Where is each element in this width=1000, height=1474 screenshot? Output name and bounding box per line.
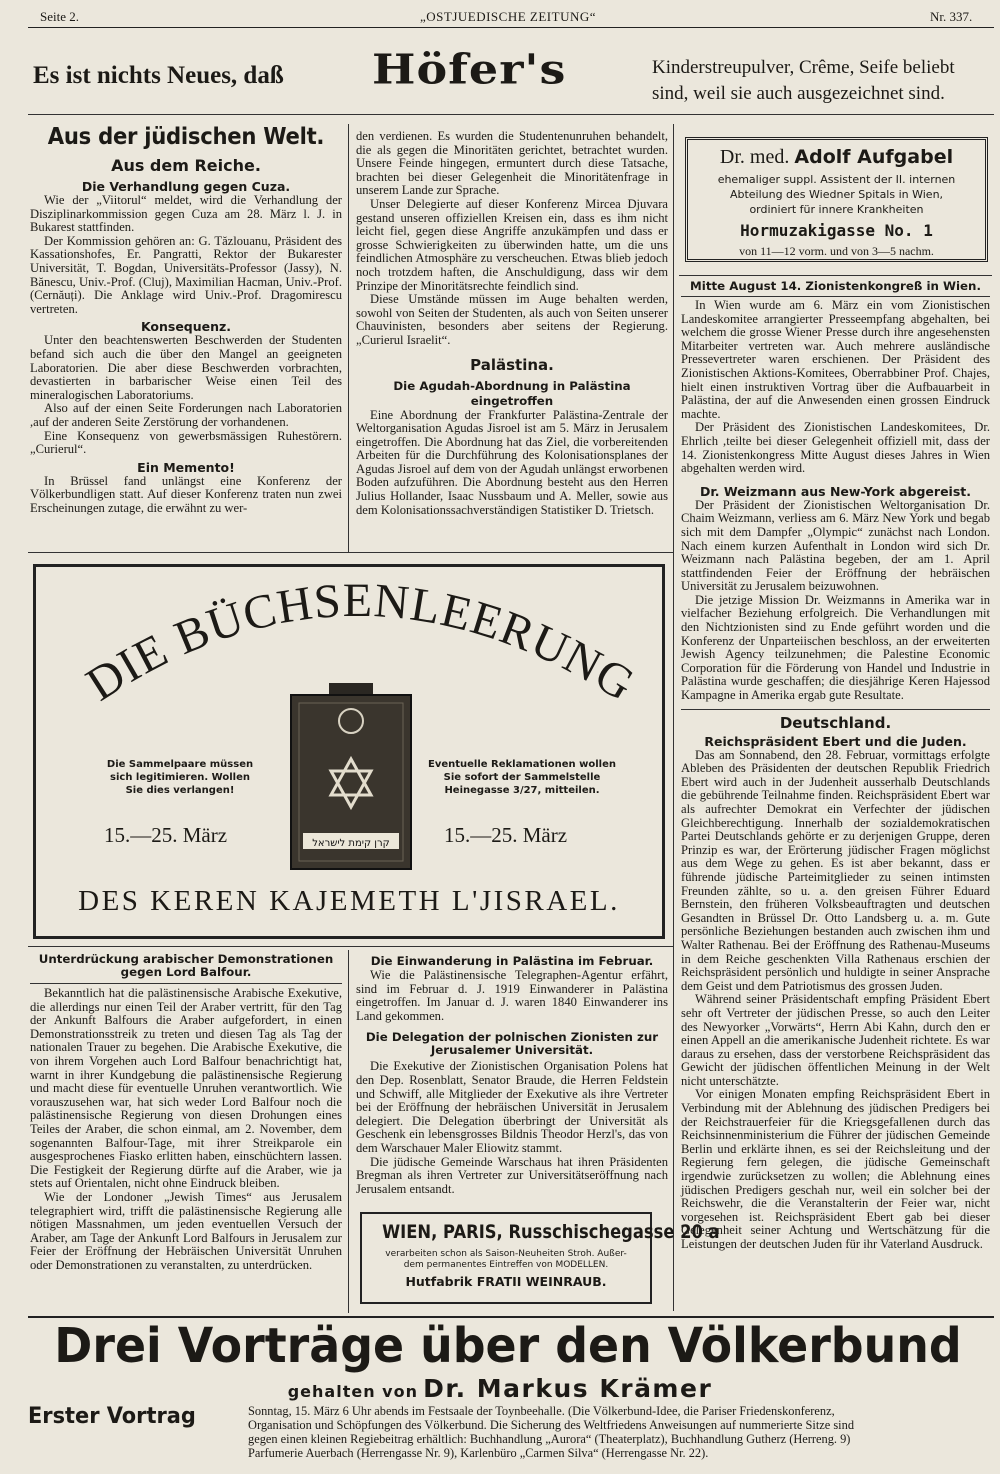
doctor-line-3: ordiniert für innere Krankheiten [749,203,924,216]
main-title: Aus der jüdischen Welt. [47,124,325,150]
balfour-p2: Wie der Londoner „Jewish Times“ aus Jerusalem telegraphiert wird, trifft die palästinensische Regierung alle nötigen Massnahmen, um jeden eventuellen Versuch der Araber, am Tage der Ankunft Lord Balfours in Jerusalem zur Feier der Eröffnung der Hebräischen Universität Unruhen oder Demonstrationen zu veranstalten, zu unterdrücken. [30,1189,342,1272]
footer-byline [0,1374,1000,1403]
memento-text [30,475,342,516]
kkl-bottom: DES KEREN KAJEMETH L'JISRAEL. [78,885,620,917]
ebert-text [681,749,990,1252]
page-number: Seite 2. [40,9,79,24]
balfour-p1: Bekanntlich hat die palästinensische Arabische Exekutive, die allerdings nur einen Teil der Araber vertritt, für den Tag der Ankunft Balfours die Araber aufgefordert, in einen Demonstrationsstreik zu treten und diesen Tag als Tag der nationalen Trauer zu begehen. Die Arabische Exekutive, die von ihrem Vorgehen auch Lord Balfour benachrichtigt hat, warnt in ihrer Kundgebung die palästinensische Regierung und macht diese für eventuelle Unruhen verantwortlich. Wie vorauszusehen war, hat sich weder Lord Balfour noch die palästinensische Regierung von diesen Drohungen eines Teiles der Araber, die schon einmal, am 2. November, dem sogenannten Balfour-Tage, mit ihrer Streikparole ein ausgesprochenes Fiasko erlitten haben, einschüchtern lassen. Die Festigkeit der Regierung dürfte auf die Araber, wie ja stets auf Orientalen, nicht ohne Eindruck bleiben. [30,986,342,1191]
section-reich: Aus dem Reiche. [111,156,261,175]
weizmann-p1: Der Präsident der Zionistischen Weltorganisation Dr. Chaim Weizmann, verliess am 6. März New York und begab sich mit dem Dampfer „Olympic“ zunächst nach London. Nach einem kurzen Aufenthalt in London wird sich Dr. Weizmann nach Palästina begeben, der am 1. April stattfindenden Feier der Eröffnung der hebräischen Universität zu Jerusalem beizuwohnen. [681,497,990,594]
hoefer-ad-left: Es ist nichts Neues, daß [33,62,284,89]
weizmann-p2: Die jetzige Mission Dr. Weizmanns in Amerika war in vielfacher Beziehung erfolgreich. Die Verhandlungen mit den Nichtzionisten sind zu Ende geführt worden und die Konferenz der Unparteiischen beschloss, an der erweiterten Jewish Agency teilzunehmen; die Palestine Economic Corporation für die Förderung von Handel und Industrie in Palästina wurde geschaffen; die diesjährige Keren Hajessod Kampagne in Amerika ergab gute Resultate. [681,592,990,703]
lower-left-column [30,953,342,1272]
cuza-text [30,194,342,316]
lower-mid-column [356,954,668,1196]
deleg-p2: Die jüdische Gemeinde Warschaus hat ihren Präsidenten Bregman als ihren Vertreter zur Universitätseröffnung nach Jerusalem entsandt. [356,1154,668,1196]
collection-box-icon [289,683,413,873]
hoefer-ad-right-1: Kinderstreupulver, Crême, Seife beliebt [652,57,955,78]
footer-detail-1: Sonntag, 15. März 6 Uhr abends im Festsaale der Toynbeehalle. (Die Völkerbund-Idee, die Pariser Friedenskonferenz, [248,1404,835,1418]
memento-continued [356,130,668,348]
hut-name: Hutfabrik FRATII WEINRAUB. [405,1274,607,1289]
footer-detail-2: Organisation und Schöpfungen des Völkerbund. Die Sicherung des Weltfriedens Anweisungen auf nummerierte Sitze sind [248,1418,855,1432]
weizmann-heading: Dr. Weizmann aus New-York abgereist. [699,483,972,499]
ad-top-rule [28,552,673,553]
einwanderung-text [356,969,668,1023]
cuza-p2: Der Kommission gehören an: G. Tăzlouanu, Präsident des Kassationshofes, Er. Pangratti, Rektor der Bukarester Universität, T. Bogdan, Universitäts-Professor (Jassy), N. Bănescu, Univ.-Prof. (Cluj), Maximilian Hacman, Univ.-Prof. (Cernăuți). Die Anklage wird Univ.-Prof. Dragomirescu vertreten. [30,233,342,316]
section-palaestina: Palästina. [470,355,554,374]
newspaper-title: „OSTJUEDISCHE ZEITUNG“ [420,9,597,24]
kkl-right-2: Sie sofort der Sammelstelle [443,772,601,783]
header-rule [28,27,994,28]
hutfabrik-ad [360,1212,720,1304]
kkl-left-1: Die Sammelpaare müssen [106,759,254,770]
ebert-heading: Reichspräsident Ebert und die Juden. [704,733,967,749]
kongress-text [681,299,990,476]
agudah-heading: Die Agudah-Abordnung in Palästina eingetroffen [393,378,631,408]
hoefer-ad-brand: Höfer's [372,44,567,94]
doctor-name: Adolf Aufgabel [794,146,954,168]
kkl-right-1: Eventuelle Reklamationen wollen [428,759,616,770]
box-hebrew-label: קרן קימת לישראל [312,838,390,849]
footer-detail-4: Parfumerie Auerbach (Herrengasse Nr. 9), Karlenbüro „Carmen Silva“ (Herrengasse Nr. 22). [248,1446,709,1460]
kongress-heading: Mitte August 14. Zionistenkongreß in Wien. [690,279,981,293]
kkl-date-right: 15.—25. März [444,823,568,847]
footer-byline-name: Dr. Markus Krämer [423,1374,713,1403]
kkl-ad [33,564,665,939]
delegation-heading-1: Die Delegation der polnischen Zionisten zur [365,1030,659,1045]
cuza-heading: Die Verhandlung gegen Cuza. [81,179,291,194]
ebert-p2: Während seiner Präsidentschaft empfing Präsident Ebert sehr oft Vertreter der jüdischen Presse, so auch den Leiter des Newyorker „Vorwärts“, Herrn Abi Kahn, durch den er einen Appell an die amerikanische Judenheit richtete. Es war daraus zu ersehen, dass der verstorbene Reichspräsident das Gewicht der jüdischen öffentlichen Meinung in der Welt nicht unterschätzte. [681,992,990,1088]
kkl-right-3: Heinegasse 3/27, mitteilen. [444,785,600,796]
column-divider-2 [673,124,674,1311]
section-deutschland: Deutschland. [779,713,892,732]
balfour-text [30,987,342,1272]
doctor-address: Hormuzakigasse No. 1 [740,221,933,240]
kongress-p1: In Wien wurde am 6. März ein vom Zionistischen Landeskomitee arrangierter Presseempfang abgehalten, bei welchem die grosse Wiener Presse durch ihre angesehensten Mitarbeiter vertreten war. Auch mehrere ausländische Pressevertreter waren erschienen. Der Präsident des Zionistischen Aktions-Komitees, Oberrabbiner Prof. Chajes, hielt einen instruktiven Vortrag über die Aufbauarbeit in Palästina, der auf die Anwesenden einen grossen Eindruck machte. [681,298,990,421]
kkl-date-left: 15.—25. März [104,823,228,847]
column-3 [681,279,990,1252]
einw-p1: Wie die Palästinensische Telegraphen-Agentur erfährt, sind im Februar d. J. 1919 Einwanderer in Palästina eingetroffen. Im Januar d. J. waren 1840 Einwanderer ins Land gekommen. [356,968,668,1023]
hut-line-2: dem permanentes Eintreffen von MODELLEN. [403,1260,609,1270]
doctor-title: Dr. med. [719,146,790,168]
ad-rule [28,114,994,115]
column-2 [356,130,668,517]
ad-bottom-rule [28,946,673,947]
cont-p1: den verdienen. Es wurden die Studentenunruhen behandelt, die als gegen die Minoritäten gerichtet, betrachtet wurden. Unsere Feinde hingegen, ermuntert durch diese Tatsache, brachten bei dieser Gelegenheit die Minoritätenfrage in unserem Lande zur Sprache. [356,129,668,198]
footer-details [248,1404,988,1460]
footer-byline-pre: gehalten von [287,1382,418,1401]
delegation-text [356,1060,668,1196]
doctor-line-2: Abteilung des Wiedner Spitals in Wien, [729,188,944,201]
ebert-p1: Das am Sonnabend, den 28. Februar, vormittags erfolgte Ableben des Präsidenten der deutschen Republik Friedrich Ebert wird auch in der Judenheit ausserhalb Deutschlands die gebührende Teilnahme finden. Reichspräsident Ebert war als aufrechter Demokrat ein Verfechter der jüdischen Gleichberechtigung. Innerhalb der sozialdemokratischen Partei Deutschlands gehörte er zu derjenigen Gruppe, deren Prinzip es war, der Erörterung jüdischer Fragen möglichst aus dem Wege zu gehen. Es ist aber bekannt, dass er führende jüdische Parteimitglieder zu seinen intimsten Freunden zählte, so u. a. den greisen Führer Eduard Bernstein, den früheren Volksbeauftragten und deutschen Gesandten in Brüssel Dr. Otto Landsberg u. a. m. Gute persönliche Beziehungen bestanden auch zwischen ihm und Walter Rathenau. Bei der Eröffnung des Rathenau-Museums in dem Reiche geschenkten Villa Rathenaus erschien der Reichspräsident persönlich und huldigte in seiner Ansprache dem Geist und dem Patriotismus des grossen Juden. [681,747,990,993]
doctor-ad [685,137,988,262]
kons-p2: Also auf der einen Seite Forderungen nach Laboratorien ,auf der anderen Seite Zerstörung der vorhandenen. [30,401,342,429]
kkl-left-2: sich legitimieren. Wollen [110,772,250,783]
memento-p1: In Brüssel fand unlängst eine Konferenz der Völkerbundligen statt. Auf dieser Konferenz traten nun zwei Erscheinungen zutage, die erwähnt zu wer- [30,473,342,515]
delegation-heading-2: Jerusalemer Universität. [430,1043,594,1058]
memento-heading: Ein Memento! [137,459,235,475]
hut-title: WIEN, PARIS, Russchischegasse 20 a [382,1221,720,1243]
column-divider-1 [348,124,349,552]
agudah-p1: Eine Abordnung der Frankfurter Palästina-Zentrale der Weltorganisation Agudas Jisroel ist am 5. März in Jerusalem eingetroffen. Die Abordnung hat das Ziel, die vorbereitenden Arbeiten für die Durchführung des Kolonisationsplanes der Agudas Jisroel auf dem von der Agudah unlängst erworbenen Boden aufzuführen. Die Abordnung besteht aus den Herren Julius Hollander, Isaac Nussbaum und A. Meller, sowie aus dem Kolonisationssachverständigen Statistiker D. Trietsch. [356,407,668,517]
column-1 [30,124,342,515]
doctor-line-1: ehemaliger suppl. Assistent der II. internen [717,173,956,186]
issue-number: Nr. 337. [930,9,973,24]
footer-title: Drei Vorträge über den Völkerbund [54,1318,962,1374]
col3-rule-1 [679,275,992,276]
kkl-left-3: Sie dies verlangen! [125,785,235,796]
konsequenz-text [30,334,342,456]
balfour-heading-2: gegen Lord Balfour. [120,965,252,979]
ebert-p3: Vor einigen Monaten empfing Reichspräsident Ebert in Verbindung mit der Ablehnung des jüdischen Predigers bei der Reichstrauerfeier für die Kriegsgefallenen durch das Reichsinnenministerium die Führer der jüdischen Gemeinde Berlin und erklärte ihnen, es sei der Reichsleitung und der Regierung fern gelegen, die jüdische Gemeinschaft irgendwie zurücksetzen zu wollen; die Ablehnung eines jüdischen Predigers geschah nur, weil ein solcher bei der Reichswehr, die die Veranstalterin der Feier war, nicht vorgesehen ist. Reichspräsident Ebert gab bei dieser Gelegenheit seiner Achtung und Wertschätzung für die Leistungen der deutschen Juden für ihr Vaterland Ausdruck. [681,1087,990,1251]
footer-first-lecture: Erster Vortrag [28,1404,196,1429]
hut-line-1: verarbeiten schon als Saison-Neuheiten Stroh. Außer- [385,1249,627,1259]
weizmann-text [681,499,990,703]
deleg-p1: Die Exekutive der Zionistischen Organisation Polens hat den Dep. Rosenblatt, Senator Braude, die Herren Feldstein und Schwiff, alle Mitglieder der Exekutive als ihre Vertreter bei der Eröffnung der hebräischen Universität in Jerusalem delegiert. Die Delegation überbringt der Universität als Geschenk ein lebensgrosses Bildnis Theodor Herzl's, das von dem Warschauer Maler Eliowitz stammt. [356,1059,668,1155]
kongress-p2: Der Präsident des Zionistischen Landeskomitees, Dr. Ehrlich ,teilte bei dieser Gelegenheit offiziell mit, dass der 14. Zionistenkongress Mitte August dieses Jahres in Wien abgehalten werden wird. [681,420,990,476]
doctor-hours: von 11—12 vorm. und von 3—5 nachm. [739,244,934,258]
footer-detail-3: gegen einen kleinen Regiebeitrag erhältlich: Buchhandlung „Aurora“ (Theaterplatz), Buchhandlung Gutherz (Herreng. 9) [248,1432,851,1446]
cont-p3: Diese Umstände müssen im Auge behalten werden, sowohl von Seiten der Studenten, als auch von Seiten unserer Chauvinisten, besonders aber seitens der Regierung. „Curierul Israelit“. [356,292,668,347]
konsequenz-heading: Konsequenz. [140,319,232,335]
cuza-p1: Wie der „Viitorul“ meldet, wird die Verhandlung der Disziplinarkommission gegen Cuza am 28. März l. J. in Bukarest stattfinden. [30,193,342,235]
column-divider-3 [348,950,349,1313]
einwanderung-heading: Die Einwanderung in Palästina im Februar. [370,954,654,968]
agudah-text [356,409,668,518]
kkl-arc-title: DIE BÜCHSENLEERUNG [77,573,644,712]
balfour-heading-1: Unterdrückung arabischer Demonstrationen [38,952,334,966]
kons-p3: Eine Konsequenz von gewerbsmässigen Ruhestörern. „Curierul“. [30,428,342,457]
hoefer-ad-right-2: sind, weil sie auch ausgezeichnet sind. [652,83,945,104]
cont-p2: Unser Delegierte auf dieser Konferenz Mircea Djuvara gestand unseren offiziellen Kreisen ein, dass es ihm nicht leicht fiel, gegen diese Angriffe anzukämpfen und dass er grosse Schwierigkeiten zu überwinden hatte, um die uns feindlichen Atmosphäre zu verscheuchen. Etwas blieb jedoch noch trotzdem haften, die Anschuldigung, dass wir dem Prinzipe der Minoritätsrechte feindlich sind. [356,196,668,293]
kons-p1: Unter den beachtenswerten Beschwerden der Studenten befand sich auch die über den Mangel an geeigneten Laboratorien. Die aber diese Beschwerden vorbrachten, devastierten in barbarischer Weise einen Teil des mineralogischen Laboratoriums. [30,333,342,402]
